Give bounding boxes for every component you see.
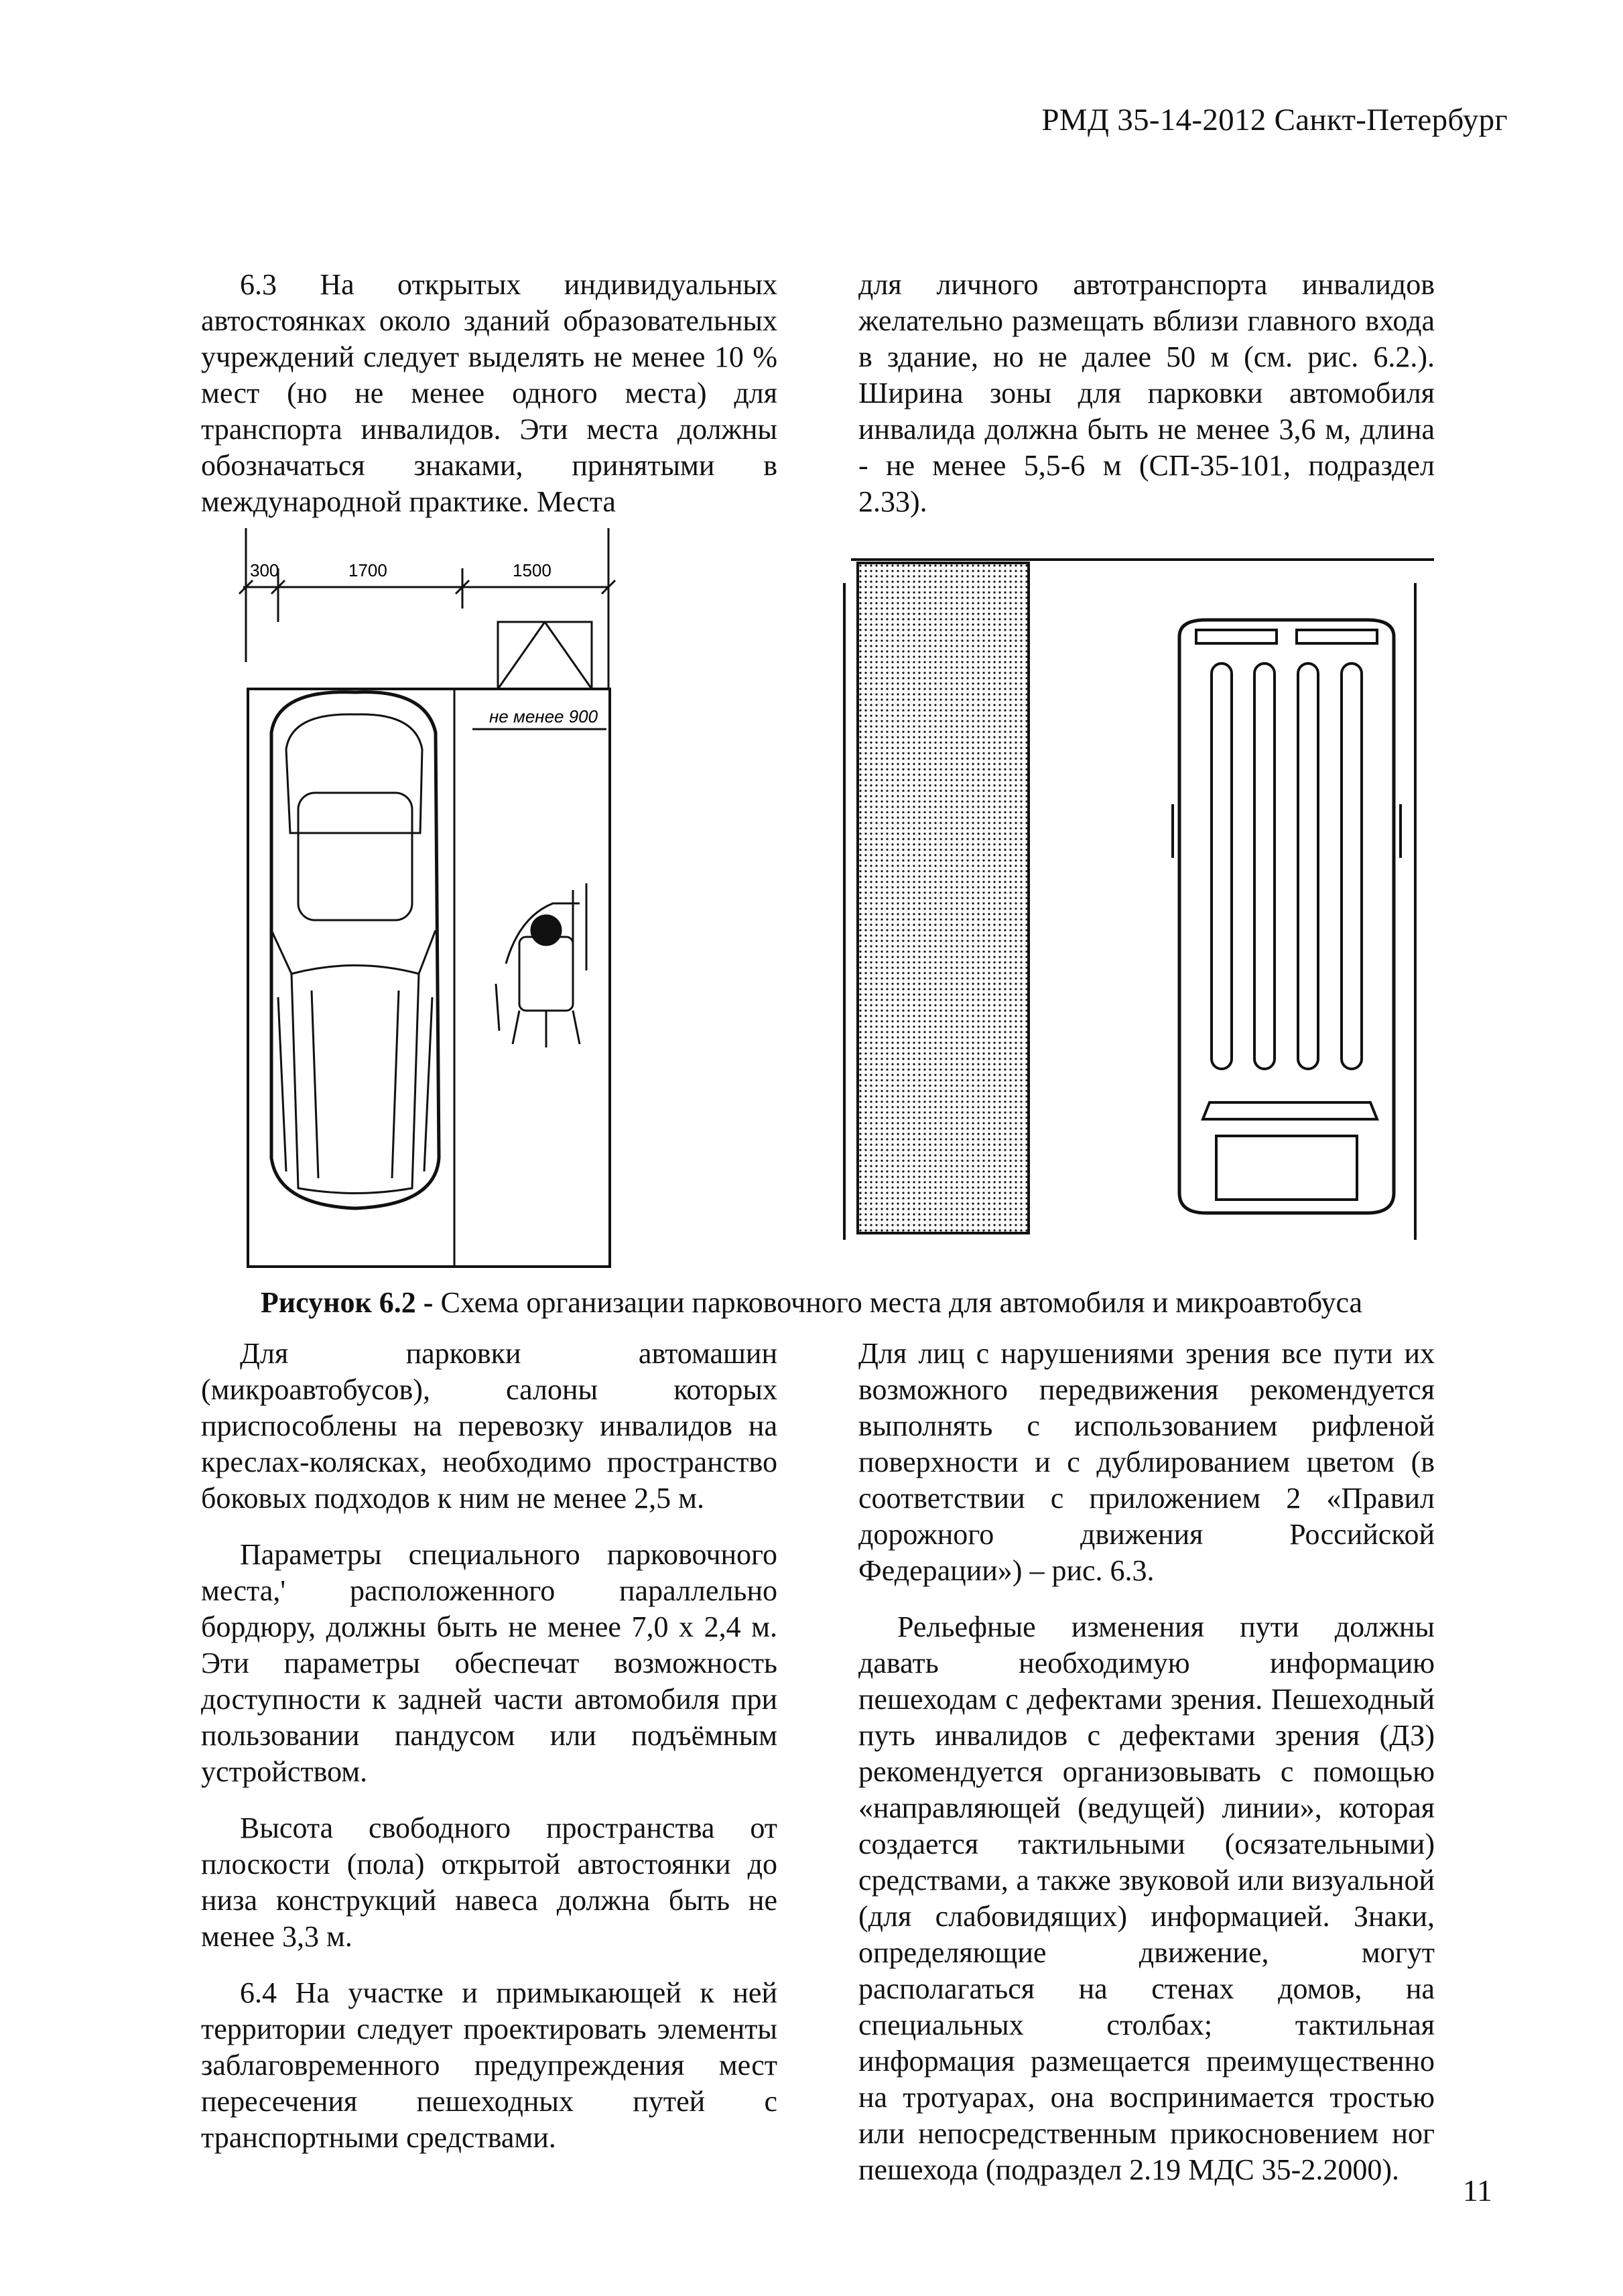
dimension-300: 300 <box>250 560 279 580</box>
paragraph-tactile-guidance: Рельефные изменения пути должны давать необходимую информацию пешеходам с дефектами зрения. Пешеходный путь инвалидов с дефектами зрения (ДЗ) рекомендуется организовывать с помощью «направляющей (ведущей) линии», которая создается тактильными (осязательными) средствами, а также звуковой или визуальной (для слабовидящих) информацией. Знаки, определяющие движение, могут располагаться на стенах домов, на специальных столбах; тактильная информация размещается преимущественно на тротуарах, она воспринимается тростью или непосредственным прикосновением ног пешехода (подраздел 2.19 МДС 35-2.2000). <box>858 1610 1435 2186</box>
page-number: 11 <box>1462 2173 1492 2208</box>
text-column-bottom-right <box>858 1336 1435 2188</box>
paragraph-visual-impairment: Для лиц с нарушениями зрения все пути их возможного передвижения рекомендуется выполнять с использованием рифленой поверхности и с дублированием цветом (в соответствии с приложением 2 «Правил дорожного движения Российской Федерации») – рис. 6.3. <box>858 1337 1435 1587</box>
figure-caption-label: Рисунок 6.2 - <box>260 1286 434 1319</box>
paragraph-parallel-parking: Параметры специального парковочного места,' расположенного параллельно бордюру, должны быть не менее 7,0 х 2,4 м. Эти параметры обеспечат возможность доступности к задней части автомобиля при пользовании пандусом или подъёмным устройством. <box>201 1538 777 1788</box>
paragraph-6-3-continued: для личного автотранспорта инвалидов желательно размещать вблизи главного входа в здание, но не далее 50 м (см. рис. 6.2.). Ширина зоны для парковки автомобиля инвалида должна быть не менее 3,6 м, длина - не менее 5,5-6 м (СП-35-101, подраздел 2.33). <box>858 268 1435 518</box>
figure-minibus-parking-plan <box>831 536 1454 1273</box>
figure-car-parking-plan <box>231 528 620 1272</box>
paragraph-minibus-access: Для парковки автомашин (микроавтобусов), салоны которых приспособлены на перевозку инвалидов на креслах-колясках, необходимо пространство боковых подходов к ним не менее 2,5 м. <box>201 1337 777 1515</box>
figure-caption-text: Схема организации парковочного места для автомобиля и микроавтобуса <box>433 1286 1363 1319</box>
minibus-parking-drawing <box>831 536 1454 1273</box>
paragraph-6-3-start: 6.3 На открытых индивидуальных автостоянках около зданий образовательных учреждений следует выделять не менее 10 % мест (но не менее одного места) для транспорта инвалидов. Эти места должны обозначаться знаками, принятыми в международной практике. Места <box>201 268 777 518</box>
running-header: РМД 35-14-2012 Санкт-Петербург <box>1041 103 1508 137</box>
dimension-1700: 1700 <box>348 560 387 580</box>
dimension-note-900: не менее 900 <box>489 706 598 726</box>
figure-caption <box>0 1285 1623 1320</box>
paragraph-clearance-height: Высота свободного пространства от плоскости (пола) открытой автостоянки до низа конструкций навеса должна быть не менее 3,3 м. <box>201 1811 777 1953</box>
text-column-top-right <box>858 267 1435 520</box>
dimension-1500: 1500 <box>513 560 551 580</box>
paragraph-6-4: 6.4 На участке и примыкающей к ней территории следует проектировать элементы заблаговременного предупреждения мест пересечения пешеходных путей с транспортными средствами. <box>201 1976 777 2154</box>
text-column-top-left <box>201 267 777 520</box>
car-parking-drawing <box>231 528 620 1272</box>
text-column-bottom-left <box>201 1336 777 2156</box>
